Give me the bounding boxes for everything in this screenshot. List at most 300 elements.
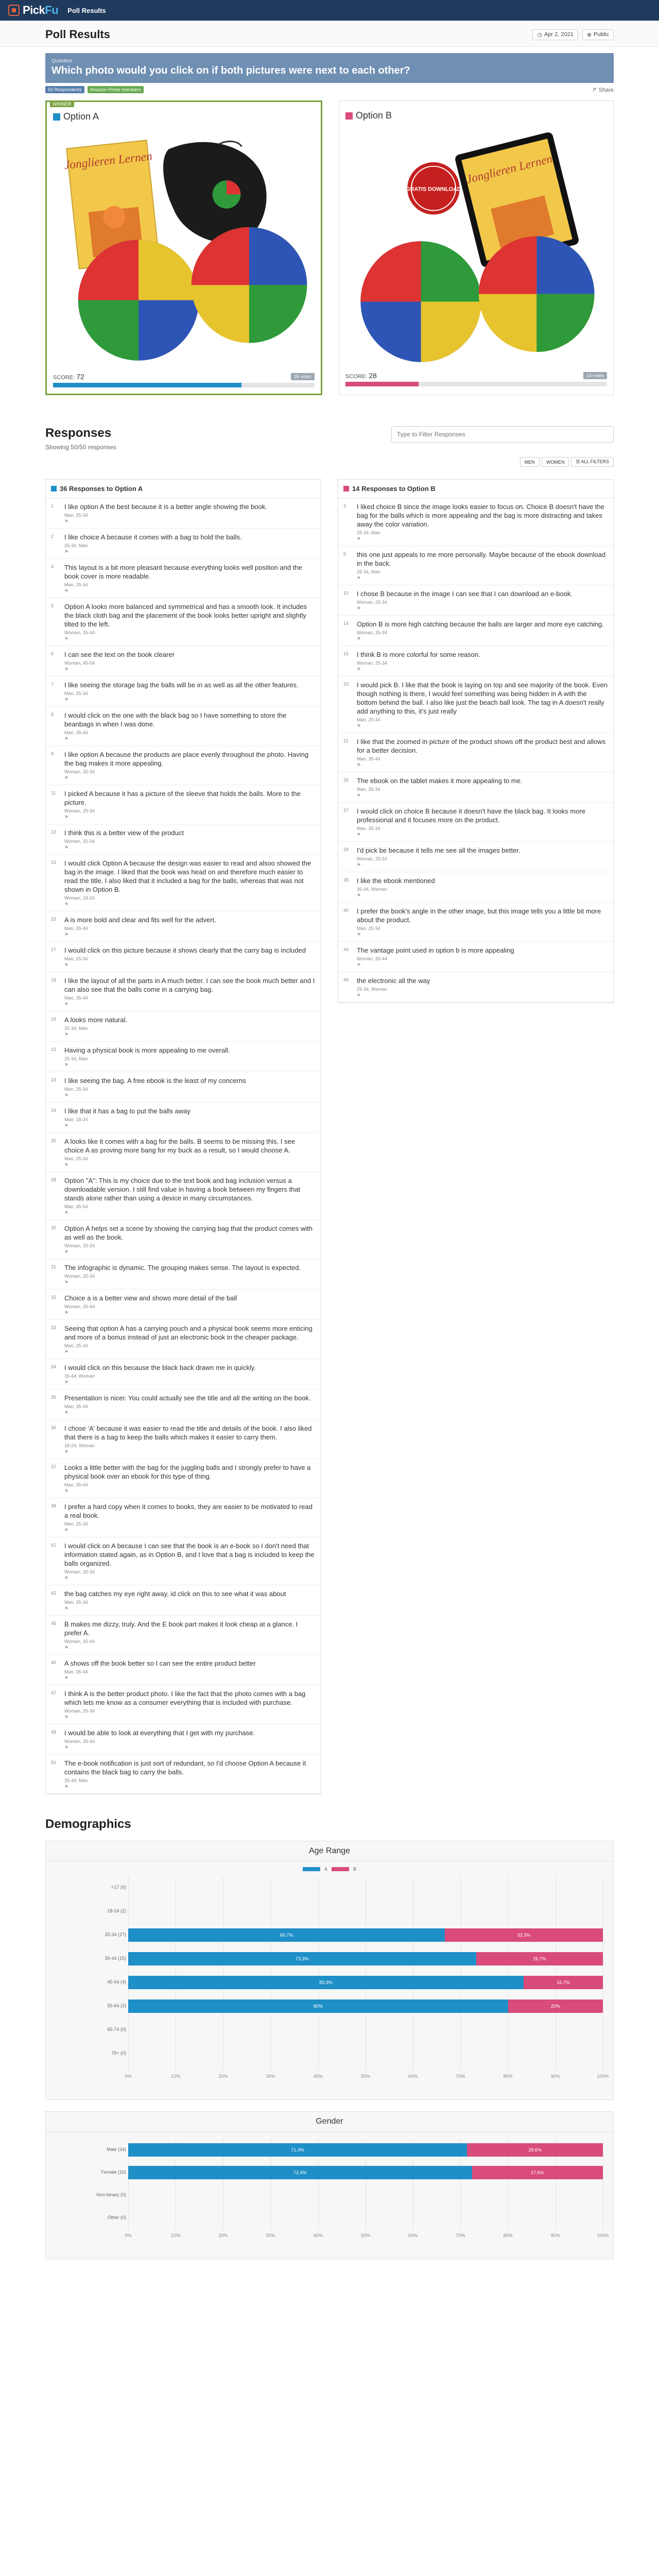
response-number: 23 [51,1077,57,1082]
response-flag[interactable]: ⚑ [64,1449,69,1454]
row-label: 55-64 (2) [107,2003,126,2008]
response-demographic: Man, 25-34 [64,1343,88,1348]
option-a-card[interactable] [45,100,322,395]
bar-option-a[interactable]: 73.3% [128,1952,476,1965]
response-demographic: Woman, 35-44 [64,1304,95,1309]
response-text: I prefer the book's angle in the other image, but this image tells you a little bit more about the product. [357,907,601,924]
option-b-score [339,367,613,393]
clock-icon: ◷ [537,31,542,38]
bar-option-b[interactable]: 27.6% [472,2166,603,2179]
response-number: 47 [51,1690,57,1696]
winner-badge: WINNER [50,101,74,107]
response-number: 34 [51,1364,57,1369]
response-demographic: Woman, 25-34 [64,1708,95,1714]
response-number: 39 [343,877,349,883]
response-item [338,803,613,842]
response-number: 22 [51,1047,57,1052]
response-text: I would click on this picture because it shows clearly that the carry bag is included [64,946,306,954]
bar-option-a[interactable]: 80% [128,1999,508,2013]
response-text: I prefer a hard copy when it comes to books, they are easier to be motivated to read a real book. [64,1503,313,1519]
response-number: 16 [343,651,349,656]
response-flag[interactable]: ⚑ [64,1528,69,1533]
response-item [338,546,613,585]
response-flag[interactable]: ⚑ [64,1410,69,1415]
x-tick-label: 40% [313,2074,323,2079]
response-item [46,707,321,746]
response-demographic: Woman, 18-24 [64,895,95,901]
response-text: Looks a little better with the bag for the juggling balls and I strongly prefer to have a physical book over an ebook for this type of thing. [64,1464,311,1480]
bar-option-a[interactable]: 72.4% [128,2166,472,2179]
logo-text: PickFu [23,4,59,16]
gridline [460,1877,461,2071]
book-title-a: Jonglieren Lernen [63,149,153,173]
response-number: 46 [51,1660,57,1665]
row-label: 25-34 (27) [105,1932,126,1937]
response-flag[interactable]: ⚑ [64,1488,69,1494]
x-tick-label: 0% [125,2233,132,2238]
response-text: The infographic is dynamic. The grouping makes sense. The layout is expected. [64,1264,301,1272]
all-filters-button[interactable]: ☰ ALL FILTERS [571,457,614,467]
response-text: I would click Option A because the design was easier to read and alsoo showed the bag in the image. I liked that the book was head on and therefore much easier to read the title. I also liked that it included a bag for the balls, whereas that was not shown in Option B. [64,859,311,893]
response-demographic: Woman, 35-44 [64,630,95,635]
response-demographic: 25-34, Man [64,1056,88,1061]
response-demographic: 25-34, Man [64,543,88,548]
response-flag[interactable]: ⚑ [64,815,69,820]
question-tags [45,86,614,93]
option-b-swatch [343,486,349,492]
response-number: 40 [343,908,349,913]
bar-option-b[interactable]: 33.3% [445,1928,603,1942]
response-number: 12 [51,829,57,835]
age-chart-area [105,1877,609,2083]
option-a-label: Option A [63,111,99,122]
response-item [338,772,613,803]
response-item [338,676,613,733]
response-number: 18 [51,977,57,982]
response-item [46,1320,321,1359]
response-item [338,616,613,646]
option-a-score-fill [53,383,241,387]
responses-title: Responses [45,426,112,440]
response-flag[interactable]: ⚑ [64,1062,69,1067]
response-demographic: Man, 35-44 [64,1404,88,1409]
response-text: A shows off the book better so I can see the entire product better [64,1659,256,1667]
response-flag[interactable]: ⚑ [64,1784,69,1789]
response-number: 26 [343,777,349,783]
response-text: The ebook on the tablet makes it more appealing to me. [357,777,523,785]
option-b-header [339,101,613,125]
response-text: Seeing that option A has a carrying pouch and a physical book seems more enticing and more of a bonus instead of just an electronic book in the cheaper package. [64,1325,313,1341]
response-demographic: Man, 25-34 [64,956,88,961]
response-demographic: 35-44, Woman [357,887,387,892]
response-number: 45 [51,1621,57,1626]
response-number: 5 [51,603,54,608]
response-item [46,1585,321,1616]
response-flag[interactable]: ⚑ [357,793,361,798]
response-item [338,585,613,616]
response-demographic: 25-34, Man [64,1026,88,1031]
response-text: I like the ebook mentioned [357,877,435,885]
filter-men-button[interactable]: MEN [520,457,540,467]
response-text: I like seeing the storage bag the balls will be in as well as all the other features. [64,681,299,689]
response-number: 41 [51,1543,57,1548]
response-text: Choice a is a better view and shows more detail of the ball [64,1294,237,1302]
response-text: I would click on choice B because it doesn't have the black bag. It looks more professional and it focuses more on the product. [357,807,586,824]
response-item [46,824,321,855]
response-flag[interactable]: ⚑ [64,775,69,781]
row-label: Male (34) [106,2147,126,2152]
response-number: 20 [343,682,349,687]
response-item [338,646,613,676]
x-tick-label: 70% [456,2074,465,2079]
response-flag[interactable]: ⚑ [357,893,361,898]
response-item [46,559,321,598]
x-tick-label: 30% [266,2233,275,2238]
response-demographic: Man, 18-24 [64,1117,88,1122]
response-demographic: Man, 35-44 [64,926,88,931]
bar-option-a[interactable]: 66.7% [128,1928,445,1942]
response-flag[interactable]: ⚑ [64,1575,69,1581]
response-item [338,733,613,772]
response-flag[interactable]: ⚑ [357,606,361,611]
response-text: I like the layout of all the parts in A much better. I can see the book much better and I can also see that the balls come in a carrying bag. [64,977,315,993]
response-flag[interactable]: ⚑ [64,636,69,641]
x-tick-label: 0% [125,2074,132,2079]
response-number: 1 [51,503,54,509]
response-item [46,855,321,911]
response-text: B makes me dizzy, truly. And the E book part makes it look cheap at a glance. I prefer A. [64,1620,298,1637]
respondents-tag: 50 Respondents [45,86,84,93]
x-tick-label: 10% [171,2233,181,2238]
option-a-score-text: SCORE: 72 [53,372,84,381]
option-b-image[interactable] [345,125,607,367]
option-b-swatch [345,112,353,120]
nav-title: Poll Results [67,6,106,14]
juggling-ball-right [192,227,307,343]
response-flag[interactable]: ⚑ [64,1093,69,1098]
bar-option-b[interactable]: 16.7% [524,1976,603,1989]
visibility-chip[interactable]: ⊕ Public [582,29,614,40]
response-flag[interactable]: ⚑ [64,902,69,907]
filter-responses-input[interactable] [391,426,614,443]
bar-option-b[interactable]: 26.7% [476,1952,603,1965]
response-text: I think this is a better view of the product [64,829,184,837]
response-demographic: Woman, 25-34 [64,839,95,844]
legend-b-swatch [332,1867,349,1871]
response-number: 35 [51,1395,57,1400]
response-text: I can see the text on the book clearer [64,651,175,658]
response-item [46,529,321,559]
juggling-ball-left [360,241,481,362]
juggling-ball-right [479,236,595,352]
response-number: 50 [51,1760,57,1765]
response-number: 33 [51,1325,57,1330]
response-text: I'd pick be because it tells me see all the images better. [357,846,521,854]
response-flag[interactable]: ⚑ [64,1606,69,1611]
response-item [46,746,321,785]
response-demographic: Man, 25-34 [357,926,380,931]
response-number: 42 [51,1590,57,1596]
option-a-score [47,368,321,394]
response-demographic: Woman, 25-34 [357,600,387,605]
response-flag[interactable]: ⚑ [64,932,69,937]
download-badge [406,162,461,215]
response-number: 15 [51,917,57,922]
response-demographic: 18-24, Woman [64,1443,95,1448]
response-number: 30 [51,1225,57,1230]
response-item [46,1420,321,1459]
response-flag[interactable]: ⚑ [64,1380,69,1385]
row-label: 45-54 (4) [107,1979,126,1985]
response-demographic: Woman, 25-34 [64,1274,95,1279]
response-item [46,972,321,1011]
bar-option-a[interactable]: 83.3% [128,1976,524,1989]
row-label: 35-44 (15) [105,1956,126,1961]
option-a-responses-header: 36 Responses to Option A [46,480,321,498]
option-a-votes: 36 votes [291,373,315,380]
x-tick-label: 20% [218,2074,228,2079]
response-item [338,942,613,972]
response-item [46,1685,321,1724]
response-item [46,1724,321,1755]
response-flag[interactable]: ⚑ [357,636,361,641]
x-tick-label: 30% [266,2074,275,2079]
option-a-image[interactable] [53,126,315,368]
response-flag[interactable]: ⚑ [357,723,361,728]
response-text: A is more bold and clear and fits well for the advert. [64,916,216,924]
gridline [318,1877,319,2071]
response-item [46,1359,321,1389]
filter-buttons [45,457,614,467]
svg-text:GRATIS DOWNLOAD: GRATIS DOWNLOAD [406,186,461,193]
response-flag[interactable]: ⚑ [64,1645,69,1650]
response-text: I like choice A because it comes with a bag to hold the balls. [64,533,242,541]
response-flag[interactable]: ⚑ [64,1310,69,1315]
response-number: 25 [51,1138,57,1143]
response-text: I like seeing the bag. A free ebook is the least of my concerns [64,1077,246,1084]
response-flag[interactable]: ⚑ [64,1745,69,1750]
response-number: 8 [51,712,54,717]
response-flag[interactable]: ⚑ [64,1249,69,1255]
x-tick-label: 50% [360,2233,371,2238]
response-item [46,598,321,646]
response-flag[interactable]: ⚑ [64,1123,69,1128]
question-banner [45,53,614,83]
response-text: I would click on this because the black back drawn me in quickly. [64,1364,256,1371]
response-number: 13 [51,860,57,865]
response-flag[interactable]: ⚑ [64,845,69,850]
response-item [338,903,613,942]
response-item [46,1259,321,1290]
pickfu-logo[interactable] [8,4,58,17]
x-tick-label: 20% [218,2233,228,2238]
response-number: 37 [51,1464,57,1469]
row-label: <17 (0) [111,1885,126,1890]
response-flag[interactable]: ⚑ [64,1675,69,1681]
x-tick-label: 50% [360,2074,371,2079]
response-flag[interactable]: ⚑ [357,575,361,581]
juggling-ball-left [78,240,199,360]
response-number: 17 [51,947,57,952]
response-item [338,842,613,872]
response-demographic: Man, 25-34 [64,513,88,518]
gender-chart-area [96,2139,609,2242]
share-button[interactable]: ↱ Share [592,87,614,93]
response-item [46,1616,321,1655]
response-flag[interactable]: ⚑ [64,1032,69,1037]
response-flag[interactable]: ⚑ [64,588,69,594]
response-demographic: Woman, 45-54 [64,660,95,666]
x-tick-label: 80% [503,2233,513,2238]
option-a-responses [45,479,321,1794]
response-text: A looks like it comes with a bag for the balls. B seems to be missing this. I see choice A as proving more bang for my buck as a result, so I would choose A. [64,1138,295,1154]
response-demographic: Woman, 25-34 [357,856,387,861]
response-flag[interactable]: ⚑ [357,536,361,541]
response-demographic: Man, 25-34 [64,582,88,587]
bar-option-b[interactable]: 28.6% [467,2143,603,2157]
x-tick-label: 40% [313,2233,323,2238]
response-flag[interactable]: ⚑ [357,762,361,768]
bar-option-a[interactable]: 71.4% [128,2143,467,2157]
response-item [46,1103,321,1133]
response-flag[interactable]: ⚑ [64,519,69,524]
option-b-responses [338,479,614,1003]
gridline [128,1877,129,2071]
row-label: Non-binary (0) [96,2192,126,2197]
response-item [46,1459,321,1498]
responses-count: Showing 50/50 responses [45,444,117,451]
response-text: A looks more natural. [64,1016,128,1024]
response-number: 49 [343,977,349,982]
response-demographic: Woman, 25-34 [357,660,387,666]
age-range-title: Age Range [46,1841,613,1861]
gender-title: Gender [46,2112,613,2132]
response-flag[interactable]: ⚑ [64,549,69,554]
question-label: Question [51,58,73,64]
response-item [46,1290,321,1320]
response-text: Having a physical book is more appealing to me overall. [64,1046,230,1054]
filter-women-button[interactable]: WOMEN [542,457,569,467]
response-flag[interactable]: ⚑ [64,962,69,968]
response-item [46,1042,321,1072]
response-flag[interactable]: ⚑ [357,667,361,672]
response-flag[interactable]: ⚑ [357,962,361,968]
response-text: I think B is more colorful for some reason. [357,651,480,658]
response-text: Option A helps set a scene by showing the carrying bag that the product comes with as well as the book. [64,1225,313,1241]
response-number: 48 [51,1730,57,1735]
response-text: I like option A the best because it is a better angle showing the book. [64,503,267,511]
response-number: 2 [51,534,54,539]
response-number: 10 [343,590,349,596]
response-text: I like that the zoomed in picture of the product shows off the product best and allows for a better decision. [357,738,606,754]
gender-chart [45,2111,614,2259]
response-number: 14 [343,621,349,626]
legend-a-swatch [303,1867,320,1871]
filter-icon: ☰ [576,459,581,464]
response-demographic: Man, 25-34 [64,1600,88,1605]
response-demographic: Man, 25-34 [64,1156,88,1161]
response-text: this one just appeals to me more personally. Maybe because of the ebook download in the back. [357,551,606,567]
gridline [508,1877,509,2071]
response-demographic: Woman, 35-44 [64,1639,95,1644]
juggling-ball-small [213,180,241,209]
x-tick-label: 100% [597,2233,609,2238]
response-text: I would pick B. I like that the book is laying on top and see majority of the book. Even though nothing is there, I would feel something was being hidden in A with the bottom behind the ball. I also like just the beach ball look. The tag in A doesn't really add anything to this, it's just really [357,681,608,715]
response-flag[interactable]: ⚑ [64,1715,69,1720]
response-number: 29 [343,847,349,852]
logo-icon [8,5,20,16]
response-text: I would click on A because I can see that the book is an e-book so I don't need that information stated again, as in Option B, and I love that a bag is included to keep the balls organized. [64,1542,315,1567]
response-text: I think A is the better product photo. I like the fact that the photo comes with a bag which lets me know as a consumer everything that is included with purchase. [64,1690,306,1706]
option-a-score-bar [53,383,315,387]
response-flag[interactable]: ⚑ [357,932,361,937]
response-demographic: Woman, 25-34 [64,808,95,814]
response-flag[interactable]: ⚑ [64,736,69,741]
bar-option-b[interactable]: 20% [508,1999,603,2013]
response-demographic: Woman, 35-44 [64,1739,95,1744]
option-a-header [47,102,321,126]
response-flag[interactable]: ⚑ [64,1280,69,1285]
response-number: 44 [343,947,349,952]
response-flag[interactable]: ⚑ [357,993,361,998]
response-flag[interactable]: ⚑ [64,697,69,702]
response-flag[interactable]: ⚑ [64,1349,69,1354]
response-text: the bag catches my eye right away, id click on this to see what it was about [64,1590,286,1598]
response-text: Presentation is nicer. You could actually see the title and all the writing on the book. [64,1394,311,1402]
response-number: 31 [51,1264,57,1269]
response-text: I like that it has a bag to put the balls away [64,1107,190,1115]
response-demographic: Man, 25-34 [357,787,380,792]
question-text: Which photo would you click on if both pictures were next to each other? [51,65,410,76]
response-item [46,1537,321,1585]
response-flag[interactable]: ⚑ [357,832,361,837]
response-number: 19 [51,1016,57,1022]
response-item [46,676,321,707]
response-demographic: 35-44, Man [64,1778,88,1783]
x-tick-label: 100% [597,2074,609,2079]
response-text: I chose B because in the image I can see that I can download an e-book. [357,590,573,598]
response-flag[interactable]: ⚑ [64,667,69,672]
response-item [46,1220,321,1259]
response-demographic: Man, 35-44 [64,1669,88,1674]
response-number: 27 [343,808,349,813]
response-flag[interactable]: ⚑ [357,862,361,868]
response-item [46,1172,321,1220]
responses-header [45,426,614,451]
response-item [46,785,321,824]
response-flag[interactable]: ⚑ [64,1162,69,1167]
response-text: The e-book notification is just sort of redundant, so I'd choose Option A because it contains the black bag to carry the balls. [64,1759,306,1776]
legend-b-label: B [353,1867,357,1872]
response-text: I would be able to look at everything that I get with my purchase. [64,1729,255,1737]
response-demographic: Man, 25-34 [357,826,380,831]
response-number: 38 [51,1503,57,1509]
row-label: 18-24 (2) [107,1908,126,1913]
response-item [338,972,613,1003]
option-b-card[interactable] [339,100,614,395]
response-item [46,1498,321,1537]
response-flag[interactable]: ⚑ [64,1210,69,1215]
x-tick-label: 60% [408,2233,418,2238]
x-tick-label: 10% [171,2074,181,2079]
response-flag[interactable]: ⚑ [64,1002,69,1007]
response-demographic: Man, 35-44 [64,1482,88,1487]
response-demographic: Woman, 25-34 [64,1569,95,1574]
response-number: 9 [51,751,54,756]
response-number: 7 [51,682,54,687]
row-label: 65-74 (0) [107,2027,126,2032]
book-title-b: Jonglieren Lernen [464,152,554,187]
